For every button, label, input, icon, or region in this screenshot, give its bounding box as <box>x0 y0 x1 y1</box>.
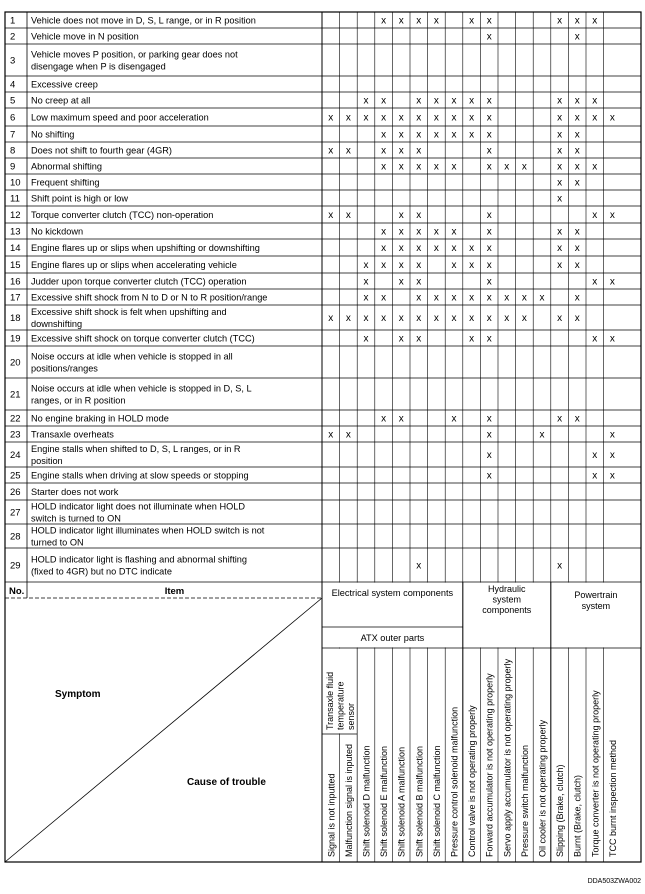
sensor-label-line: sensor <box>346 702 356 730</box>
cause-mark: x <box>416 15 422 27</box>
symptom-text: ranges, or in R position <box>31 395 126 406</box>
symptom-text: Noise occurs at idle when vehicle is stopped in D, S, L <box>31 383 252 394</box>
cause-mark: x <box>486 145 492 157</box>
cause-mark: x <box>609 333 615 345</box>
cause-label: Slipping (Brake, clutch) <box>555 764 566 857</box>
cause-mark: x <box>345 313 351 324</box>
cause-mark: x <box>345 210 351 221</box>
cause-mark: x <box>381 129 387 141</box>
cause-mark: x <box>469 129 475 141</box>
cause-mark: x <box>345 112 351 124</box>
cause-mark: x <box>416 260 422 271</box>
cause-label: Shift solenoid E malfunction <box>379 745 390 857</box>
cause-mark: x <box>398 161 404 173</box>
symptom-text: HOLD indicator light illuminates when HOLD switch is not <box>31 525 265 536</box>
symptom-text: Frequent shifting <box>31 177 100 188</box>
cause-label: Burnt (Brake, clutch) <box>572 774 583 857</box>
cause-mark: x <box>539 429 545 441</box>
hydraulic-group-label: system <box>492 594 522 605</box>
cause-mark: x <box>398 226 404 238</box>
row-number: 1 <box>10 15 16 27</box>
cause-mark: x <box>592 276 598 288</box>
cause-mark: x <box>557 95 563 107</box>
symptom-text: No shifting <box>31 129 75 140</box>
cause-label: Shift solenoid D malfunction <box>361 745 372 857</box>
symptom-text: Excessive creep <box>31 79 98 90</box>
cause-mark: x <box>398 260 404 271</box>
cause-mark: x <box>398 129 404 141</box>
cause-mark: x <box>451 95 457 107</box>
cause-mark: x <box>504 313 510 324</box>
symptom-text: Vehicle does not move in D, S, L range, or in R position <box>31 15 256 26</box>
cause-mark: x <box>521 161 527 173</box>
cause-mark: x <box>469 313 475 324</box>
cause-mark: x <box>433 226 439 238</box>
cause-mark: x <box>398 243 404 254</box>
cause-mark: x <box>486 313 492 324</box>
symptom-text: Low maximum speed and poor acceleration <box>31 112 209 123</box>
symptom-text: Noise occurs at idle when vehicle is stopped in all <box>31 351 233 362</box>
cause-mark: x <box>574 129 580 141</box>
cause-mark: x <box>416 145 422 157</box>
cause-header: Cause of trouble <box>187 777 266 788</box>
cause-mark: x <box>557 226 563 238</box>
row-number: 28 <box>10 531 21 543</box>
cause-mark: x <box>592 112 598 124</box>
cause-mark: x <box>416 276 422 288</box>
row-number: 17 <box>10 292 21 304</box>
row-number: 11 <box>10 193 20 205</box>
cause-mark: x <box>557 177 563 189</box>
symptom-text: Judder upon torque converter clutch (TCC) operation <box>31 276 247 287</box>
cause-mark: x <box>592 210 598 221</box>
row-number: 9 <box>10 161 16 173</box>
row-number: 27 <box>10 507 21 519</box>
cause-mark: x <box>328 313 334 324</box>
cause-mark: x <box>609 470 615 482</box>
cause-mark: x <box>416 210 422 221</box>
hydraulic-group-label: Hydraulic <box>488 584 526 594</box>
cause-mark: x <box>592 333 598 345</box>
row-number: 26 <box>10 487 21 498</box>
cause-mark: x <box>398 313 404 324</box>
cause-mark: x <box>416 161 422 173</box>
cause-label: TCC burnt inspection method <box>607 739 618 857</box>
cause-mark: x <box>345 429 351 441</box>
cause-mark: x <box>486 112 492 124</box>
cause-mark: x <box>557 193 563 205</box>
cause-mark: x <box>486 210 492 221</box>
sensor-label-line: temperature <box>335 681 346 730</box>
cause-mark: x <box>574 112 580 124</box>
cause-mark: x <box>381 15 387 27</box>
cause-mark: x <box>416 560 422 572</box>
atx-outer-parts-label: ATX outer parts <box>360 633 425 643</box>
cause-mark: x <box>609 112 615 124</box>
electrical-group-label: Electrical system components <box>331 588 454 598</box>
symptom-text: turned to ON <box>31 537 84 548</box>
cause-mark: x <box>592 95 598 107</box>
powertrain-group-label: system <box>581 601 611 611</box>
cause-mark: x <box>486 292 492 304</box>
cause-mark: x <box>398 145 404 157</box>
powertrain-group-label: Powertrain <box>574 590 618 600</box>
cause-mark: x <box>416 95 422 107</box>
diagonal-line <box>5 598 322 862</box>
cause-mark: x <box>609 276 615 288</box>
sensor-label-line: Transaxle fluid <box>325 671 335 730</box>
cause-mark: x <box>363 292 369 304</box>
row-number: 20 <box>10 357 21 369</box>
item-header: Item <box>164 586 185 597</box>
cause-mark: x <box>328 210 334 221</box>
cause-mark: x <box>557 560 563 572</box>
symptom-text: Excessive shift shock on torque converter clutch (TCC) <box>31 333 255 344</box>
cause-mark: x <box>416 243 422 254</box>
row-number: 13 <box>10 226 21 238</box>
cause-mark: x <box>433 313 439 324</box>
cause-mark: x <box>486 31 492 43</box>
cause-mark: x <box>381 413 387 425</box>
row-number: 23 <box>10 429 21 441</box>
cause-mark: x <box>557 15 563 27</box>
cause-label: Shift solenoid C malfunction <box>431 745 442 857</box>
cause-mark: x <box>609 210 615 221</box>
cause-mark: x <box>469 95 475 107</box>
symptom-text: disengage when P is disengaged <box>31 61 166 72</box>
row-number: 18 <box>10 313 21 324</box>
row-number: 21 <box>10 389 21 401</box>
cause-mark: x <box>363 260 369 271</box>
row-number: 10 <box>10 177 21 189</box>
cause-mark: x <box>433 243 439 254</box>
cause-mark: x <box>469 112 475 124</box>
cause-mark: x <box>398 15 404 27</box>
cause-mark: x <box>381 260 387 271</box>
cause-mark: x <box>381 145 387 157</box>
figure-code: DDA503ZWA002 <box>587 878 641 885</box>
cause-mark: x <box>469 260 475 271</box>
cause-mark: x <box>574 292 580 304</box>
cause-mark: x <box>557 313 563 324</box>
cause-mark: x <box>574 260 580 271</box>
cause-mark: x <box>486 429 492 441</box>
cause-mark: x <box>592 470 598 482</box>
symptom-text: Shift point is high or low <box>31 193 129 204</box>
cause-mark: x <box>381 112 387 124</box>
cause-mark: x <box>398 413 404 425</box>
cause-mark: x <box>557 145 563 157</box>
cause-mark: x <box>451 112 457 124</box>
cause-mark: x <box>486 470 492 482</box>
symptom-text: (fixed to 4GR) but no DTC indicate <box>31 566 172 577</box>
cause-mark: x <box>486 276 492 288</box>
symptom-text: Engine flares up or slips when accelerating vehicle <box>31 260 237 270</box>
symptom-text: No creep at all <box>31 95 91 106</box>
cause-mark: x <box>381 292 387 304</box>
cause-mark: x <box>381 226 387 238</box>
row-number: 7 <box>10 129 16 141</box>
cause-label: Oil cooler is not operating properly <box>537 719 548 857</box>
cause-mark: x <box>574 145 580 157</box>
cause-label: Torque converter is not operating properly <box>590 690 601 857</box>
cause-mark: x <box>486 450 492 461</box>
symptom-text: Excessive shift shock is felt when upshifting and <box>31 307 227 317</box>
cause-mark: x <box>363 276 369 288</box>
cause-mark: x <box>469 333 475 345</box>
symptom-text: switch is turned to ON <box>31 513 121 524</box>
cause-label: Pressure control solenoid malfunction <box>449 706 460 857</box>
cause-mark: x <box>486 226 492 238</box>
cause-mark: x <box>574 31 580 43</box>
symptom-text: No kickdown <box>31 226 84 237</box>
cause-mark: x <box>574 15 580 27</box>
row-number: 8 <box>10 145 16 157</box>
cause-mark: x <box>486 243 492 254</box>
symptom-text: Engine stalls when driving at slow speeds or stopping <box>31 470 249 481</box>
cause-label: Malfunction signal is inputed <box>343 743 354 857</box>
cause-mark: x <box>398 210 404 221</box>
cause-mark: x <box>328 112 334 124</box>
cause-mark: x <box>363 313 369 324</box>
cause-mark: x <box>345 145 351 157</box>
cause-mark: x <box>381 313 387 324</box>
cause-mark: x <box>557 260 563 271</box>
row-number: 24 <box>10 450 21 461</box>
symptom-text: HOLD indicator light is flashing and abnormal shifting <box>31 554 248 565</box>
cause-mark: x <box>557 413 563 425</box>
cause-mark: x <box>539 292 545 304</box>
cause-mark: x <box>469 243 475 254</box>
cause-mark: x <box>486 15 492 27</box>
cause-mark: x <box>504 292 510 304</box>
cause-label: Signal is not inputted <box>326 773 337 857</box>
symptom-text: Abnormal shifting <box>31 161 102 172</box>
cause-mark: x <box>328 429 334 441</box>
symptom-text: Excessive shift shock from N to D or N to R position/range <box>31 292 268 303</box>
row-number: 12 <box>10 210 21 221</box>
cause-mark: x <box>574 95 580 107</box>
cause-label: Control valve is not operating properly <box>467 705 478 857</box>
cause-mark: x <box>433 161 439 173</box>
cause-mark: x <box>521 292 527 304</box>
cause-mark: x <box>451 129 457 141</box>
symptom-text: Engine stalls when shifted to D, S, L ranges, or in R <box>31 444 241 454</box>
cause-mark: x <box>574 177 580 189</box>
row-number: 3 <box>10 55 16 67</box>
symptom-text: Vehicle move in N position <box>31 31 139 42</box>
cause-mark: x <box>416 129 422 141</box>
cause-mark: x <box>363 112 369 124</box>
symptom-text: Vehicle moves P position, or parking gear does not <box>31 49 238 60</box>
cause-mark: x <box>398 333 404 345</box>
symptom-text: Starter does not work <box>31 487 119 497</box>
cause-mark: x <box>381 243 387 254</box>
cause-mark: x <box>451 243 457 254</box>
cause-mark: x <box>574 413 580 425</box>
no-header: No. <box>9 586 25 597</box>
row-number: 19 <box>10 333 21 345</box>
cause-mark: x <box>592 15 598 27</box>
cause-mark: x <box>557 112 563 124</box>
symptom-text: HOLD indicator light does not illuminate when HOLD <box>31 501 245 512</box>
cause-mark: x <box>486 413 492 425</box>
cause-mark: x <box>486 129 492 141</box>
cause-mark: x <box>451 292 457 304</box>
cause-mark: x <box>486 333 492 345</box>
symptom-text: downshifting <box>31 319 83 329</box>
symptom-text: No engine braking in HOLD mode <box>31 413 169 424</box>
cause-mark: x <box>416 313 422 324</box>
cause-label: Servo apply accumulator is not operating properly <box>502 658 513 857</box>
symptom-text: Engine flares up or slips when upshifting or downshifting <box>31 243 260 253</box>
cause-mark: x <box>486 161 492 173</box>
cause-mark: x <box>592 161 598 173</box>
cause-mark: x <box>521 313 527 324</box>
cause-mark: x <box>416 292 422 304</box>
cause-mark: x <box>328 145 334 157</box>
row-number: 22 <box>10 413 21 425</box>
cause-mark: x <box>557 161 563 173</box>
cause-mark: x <box>451 413 457 425</box>
cause-mark: x <box>433 292 439 304</box>
row-number: 14 <box>10 243 21 254</box>
symptom-text: position <box>31 456 63 466</box>
cause-mark: x <box>574 161 580 173</box>
cause-mark: x <box>574 226 580 238</box>
cause-mark: x <box>574 243 580 254</box>
cause-mark: x <box>363 95 369 107</box>
cause-mark: x <box>486 95 492 107</box>
cause-mark: x <box>469 292 475 304</box>
row-number: 25 <box>10 470 21 482</box>
cause-label: Forward accumulator is not operating properly <box>484 673 495 857</box>
row-number: 16 <box>10 276 21 288</box>
cause-mark: x <box>451 161 457 173</box>
cause-mark: x <box>398 276 404 288</box>
cause-mark: x <box>433 95 439 107</box>
cause-mark: x <box>557 243 563 254</box>
cause-mark: x <box>504 161 510 173</box>
cause-mark: x <box>557 129 563 141</box>
row-number: 6 <box>10 112 16 124</box>
cause-mark: x <box>469 15 475 27</box>
cause-mark: x <box>433 129 439 141</box>
cause-label: Shift solenoid B malfunction <box>414 745 425 857</box>
cause-mark: x <box>574 313 580 324</box>
cause-mark: x <box>381 95 387 107</box>
row-number: 4 <box>10 79 16 91</box>
cause-mark: x <box>433 15 439 27</box>
row-number: 5 <box>10 95 16 107</box>
row-number: 15 <box>10 260 21 271</box>
cause-mark: x <box>381 161 387 173</box>
cause-label: Pressure switch malfunction <box>519 744 530 857</box>
symptom-text: Transaxle overheats <box>31 429 114 440</box>
symptom-text: Does not shift to fourth gear (4GR) <box>31 145 172 156</box>
cause-mark: x <box>609 429 615 441</box>
cause-mark: x <box>433 112 439 124</box>
cause-mark: x <box>416 226 422 238</box>
cause-mark: x <box>592 450 598 461</box>
cause-mark: x <box>363 333 369 345</box>
cause-mark: x <box>486 260 492 271</box>
cause-mark: x <box>451 313 457 324</box>
cause-mark: x <box>416 112 422 124</box>
cause-mark: x <box>451 260 457 271</box>
cause-mark: x <box>416 333 422 345</box>
hydraulic-group-label: components <box>482 605 532 615</box>
cause-mark: x <box>609 450 615 461</box>
row-number: 29 <box>10 560 21 572</box>
symptom-text: Torque converter clutch (TCC) non-operation <box>31 210 214 220</box>
cause-mark: x <box>451 226 457 238</box>
symptom-text: positions/ranges <box>31 363 98 374</box>
cause-mark: x <box>398 112 404 124</box>
cause-label: Shift solenoid A malfunction <box>396 746 407 857</box>
symptom-header: Symptom <box>55 689 101 700</box>
row-number: 2 <box>10 31 16 43</box>
